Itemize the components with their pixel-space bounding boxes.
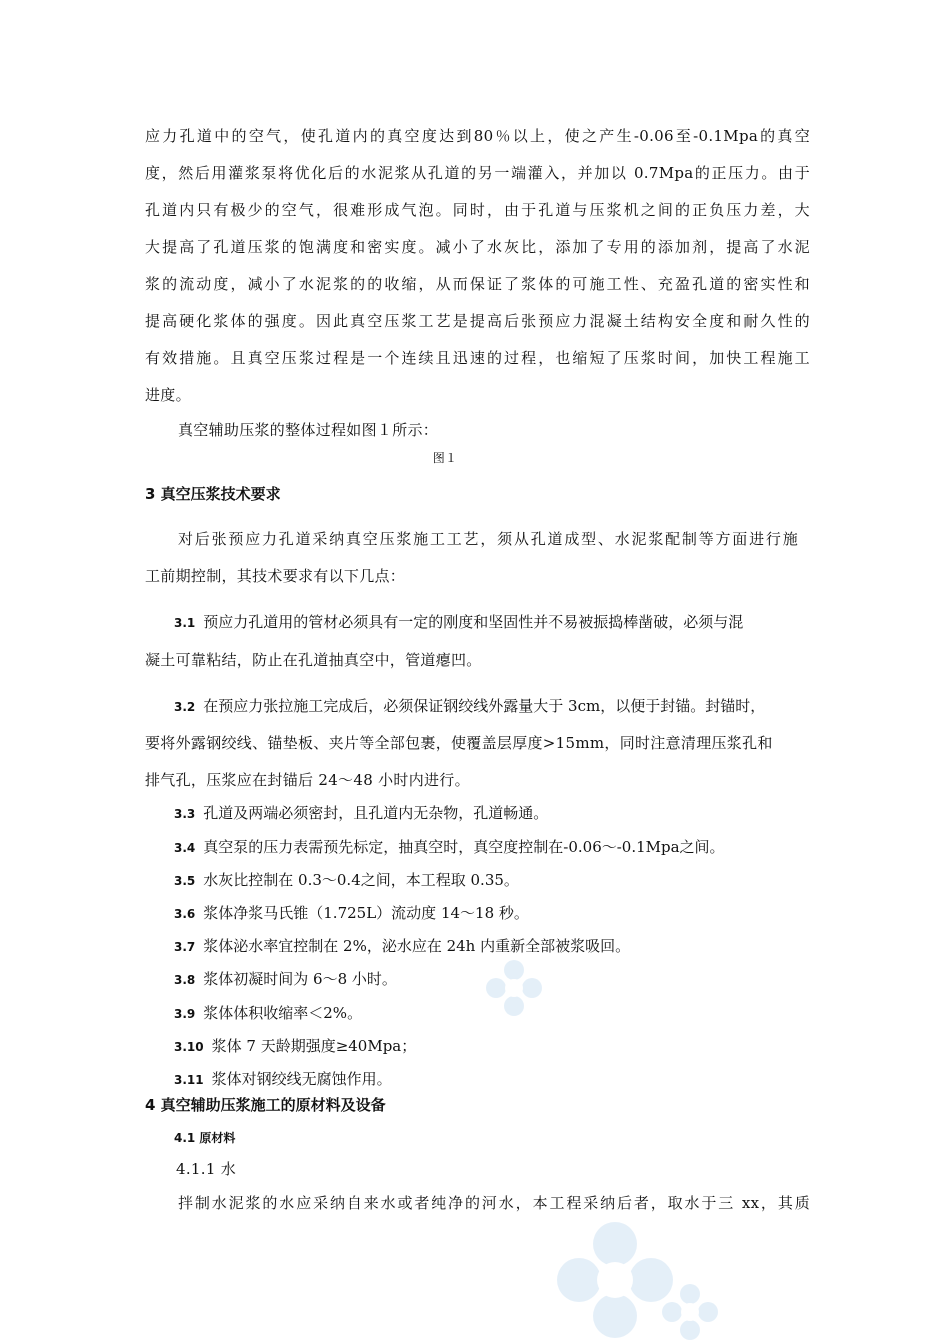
paragraph-line: 度，然后用灌浆泵将优化后的水泥浆从孔道的另一端灌入，并加以 0.7Mpa的正压力。由于 bbox=[145, 164, 810, 182]
item-number: 3.2 bbox=[174, 700, 196, 714]
item-number: 3.5 bbox=[174, 874, 196, 888]
requirement-item bbox=[174, 936, 630, 957]
section-4-1-title: 4.1 原材料 bbox=[174, 1131, 236, 1145]
section-4-1-1-title: 4.1.1 水 bbox=[176, 1160, 237, 1178]
requirement-item bbox=[174, 969, 397, 990]
item-number: 3.4 bbox=[174, 841, 196, 855]
requirement-item bbox=[174, 1003, 362, 1024]
requirement-item-continuation: 凝土可靠粘结，防止在孔道抽真空中，管道瘪凹。 bbox=[145, 651, 482, 669]
item-number: 3.8 bbox=[174, 973, 196, 987]
item-number: 3.9 bbox=[174, 1007, 196, 1021]
paragraph-line: 应力孔道中的空气，使孔道内的真空度达到80％以上，使之产生-0.06至-0.1Mpa的真空 bbox=[145, 127, 810, 145]
item-text: 浆体 7 天龄期强度≥40Mpa； bbox=[211, 1037, 417, 1055]
requirement-item bbox=[174, 837, 725, 858]
item-text: 真空泵的压力表需预先标定，抽真空时，真空度控制在-0.06～-0.1Mpa之间。 bbox=[203, 838, 725, 856]
paragraph-line: 孔道内只有极少的空气，很难形成气泡。同时，由于孔道与压浆机之间的正负压力差，大 bbox=[145, 201, 810, 219]
section-3-intro-line: 对后张预应力孔道采纳真空压浆施工工艺，须从孔道成型、水泥浆配制等方面进行施 bbox=[178, 530, 798, 548]
item-text: 孔道及两端必须密封，且孔道内无杂物，孔道畅通。 bbox=[203, 804, 549, 822]
watermark-flower-icon bbox=[484, 958, 544, 1018]
item-text: 浆体初凝时间为 6～8 小时。 bbox=[203, 970, 397, 988]
section-3-title: 3 真空压浆技术要求 bbox=[145, 485, 281, 503]
section-4-title: 4 真空辅助压浆施工的原材料及设备 bbox=[145, 1096, 386, 1114]
item-number: 3.6 bbox=[174, 907, 196, 921]
watermark-flower-icon bbox=[660, 1282, 720, 1342]
item-text: 浆体净浆马氏锥（1.725L）流动度 14～18 秒。 bbox=[203, 904, 529, 922]
requirement-item bbox=[174, 870, 519, 891]
requirement-item bbox=[174, 903, 529, 924]
item-text: 在预应力张拉施工完成后，必须保证钢绞线外露量大于 3cm，以便于封锚。封锚时， bbox=[203, 697, 766, 715]
watermark-flower-icon bbox=[555, 1220, 675, 1340]
requirement-item bbox=[174, 612, 743, 633]
figure-caption: 图１ bbox=[432, 451, 458, 465]
paragraph-line: 大提高了孔道压浆的饱满度和密实度。减小了水灰比，添加了专用的添加剂，提高了水泥 bbox=[145, 238, 810, 256]
item-text: 浆体对钢绞线无腐蚀作用。 bbox=[211, 1070, 392, 1088]
item-number: 3.11 bbox=[174, 1073, 204, 1087]
item-text: 预应力孔道用的管材必须具有一定的刚度和坚固性并不易被振捣棒凿破，必须与混 bbox=[203, 613, 744, 631]
section-3-intro-line: 工前期控制，其技术要求有以下几点： bbox=[145, 567, 406, 585]
paragraph-line: 进度。 bbox=[145, 386, 191, 404]
requirement-item bbox=[174, 1069, 392, 1090]
paragraph-line: 拌制水泥浆的水应采纳自来水或者纯净的河水，本工程采纳后者，取水于三 xx，其质 bbox=[178, 1194, 810, 1212]
item-number: 3.1 bbox=[174, 616, 196, 630]
item-number: 3.10 bbox=[174, 1040, 204, 1054]
requirement-item-continuation: 要将外露钢绞线、锚垫板、夹片等全部包裹，使覆盖层厚度>15mm，同时注意清理压浆孔和 bbox=[145, 734, 773, 752]
item-text: 浆体体积收缩率＜2%。 bbox=[203, 1004, 363, 1022]
requirement-item bbox=[174, 696, 765, 717]
item-number: 3.3 bbox=[174, 807, 196, 821]
item-text: 浆体泌水率宜控制在 2%，泌水应在 24h 内重新全部被浆吸回。 bbox=[203, 937, 631, 955]
paragraph-line: 提高硬化浆体的强度。因此真空压浆工艺是提高后张预应力混凝土结构安全度和耐久性的 bbox=[145, 312, 810, 330]
figure-intro: 真空辅助压浆的整体过程如图１所示： bbox=[178, 421, 439, 439]
item-number: 3.7 bbox=[174, 940, 196, 954]
paragraph-line: 有效措施。且真空压浆过程是一个连续且迅速的过程，也缩短了压浆时间，加快工程施工 bbox=[145, 349, 810, 367]
requirement-item bbox=[174, 1036, 416, 1057]
requirement-item-continuation: 排气孔，压浆应在封锚后 24～48 小时内进行。 bbox=[145, 771, 470, 789]
item-text: 水灰比控制在 0.3～0.4之间，本工程取 0.35。 bbox=[203, 871, 519, 889]
requirement-item bbox=[174, 803, 548, 824]
paragraph-line: 浆的流动度，减小了水泥浆的的收缩，从而保证了浆体的可施工性、充盈孔道的密实性和 bbox=[145, 275, 810, 293]
